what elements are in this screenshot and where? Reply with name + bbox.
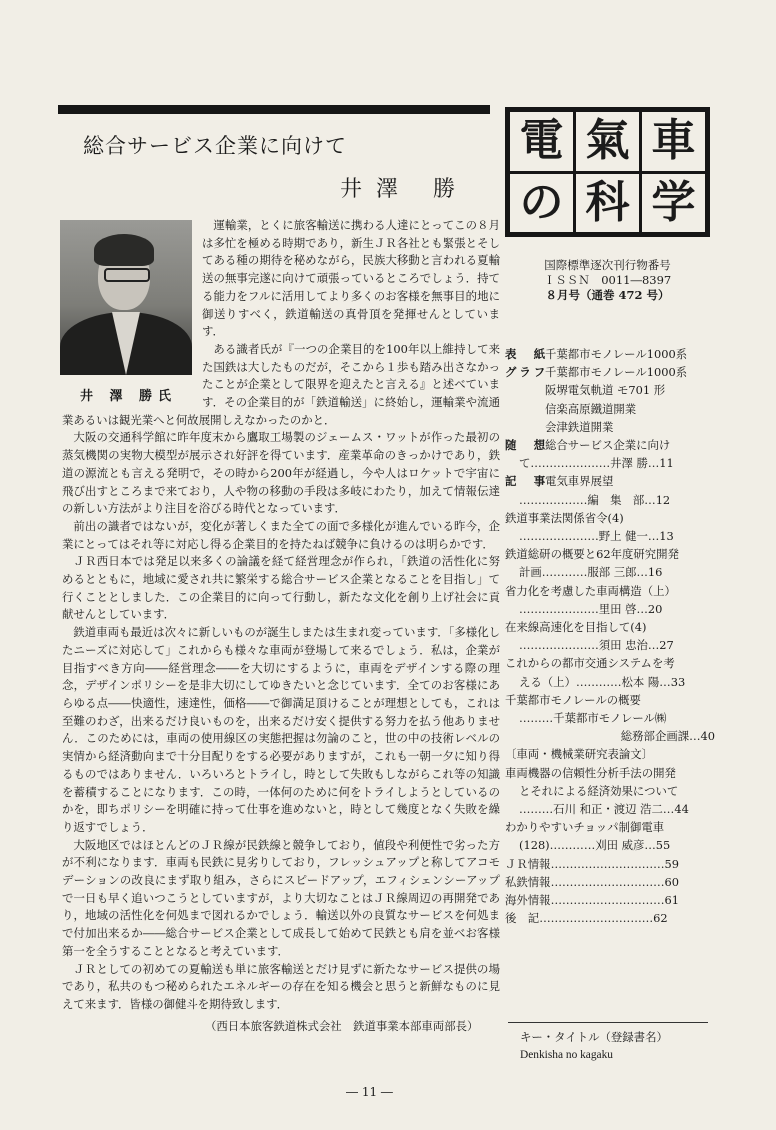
toc-item-title: 省力化を考慮した車両構造（上） bbox=[505, 583, 676, 598]
toc-item-title: (128) bbox=[519, 838, 550, 853]
toc-leader: …………………………61 bbox=[550, 893, 679, 908]
paragraph: ＪＲとしての初めての夏輸送も単に旅客輸送とだけ見ずに新たなサービス提供の場であり，私共のもつ秘められたエネルギーの存在を知る機会と思うと新鮮なものに見えて来ます．皆様の御健斗を期待致します． bbox=[62, 961, 500, 1011]
toc-title: 会津鉄道開業 bbox=[545, 419, 614, 434]
toc-leader: …………刈田 威彦…55 bbox=[549, 838, 671, 853]
toc-item-title: これからの都市交通システムを考 bbox=[505, 656, 675, 671]
toc-leader: …………………………62 bbox=[539, 911, 668, 926]
paragraph: ＪＲ西日本では発足以来多くの論議を経て経営理念が作られ，「鉄道の活性化に努めるとともに，地域に愛され共に繁栄する総合サービス企業となることを目指し」て行くこととしました．この企業目的に向って行動し，新たな文化を創り上げ社会に貢献せんとしています． bbox=[62, 554, 500, 622]
masthead-char: 車 bbox=[642, 112, 705, 171]
toc-category: 表 紙 bbox=[505, 347, 549, 361]
key-title-label: キー・タイトル（登録書名） bbox=[520, 1030, 668, 1044]
toc-leader: …………………里田 啓…20 bbox=[519, 601, 663, 616]
paragraph: ある識者氏が『一つの企業目的を100年以上維持して来た国鉄は大したものだが，そこから１歩も踏み出さなかったことが企業として限界を迎えたと言える』と述べています．その企業目的が「鉄道輸送」に終始し，運輸業や流通業あるいは観光業へと何故展開しえなかったのかと． bbox=[62, 341, 500, 427]
paragraph: 鉄道車両も最近は次々に新しいものが誕生しまたは生まれ変っています．「多様化したニーズに対応して」これからも様々な車両が登場して来るでしょう．私は，企業が目指すべき方向――経営理念――を大切にするように，車両をデザインする際の理念，デザインポリシーを是非大切にしてゆきたいと念じています．全てのお客様にあらゆる点――快適性，速達性，価格――で御満足頂けることが理想としても，これは至難のわざ，出来るだけ良いものを，出来るだけ安く提供する努力を払う他ありません．このためには，車両の使用線区の実態把握は勿論のこと，世の中の技術レベルの実情から経済動向まで十分目配りをする必要がありますが，これも一朝一夕に知り得るものではありません．いろいろとトライし，時として失敗もしながらこれ等の知識を蓄積することになります．この時，一体何のために何をトライしようとしているのかを，即ちポリシーを明確に持って仕事を進めないと，時として幾度となく失敗を繰り返すでしょう． bbox=[62, 625, 500, 834]
toc-title: 千葉都市モノレール1000系 bbox=[545, 347, 688, 361]
toc-essay bbox=[505, 436, 715, 454]
toc-cover bbox=[505, 345, 715, 363]
toc-item-title: わかりやすいチョッパ制御電車 bbox=[505, 820, 665, 835]
key-title-value: Denkisha no kagaku bbox=[520, 1049, 613, 1061]
toc-leader: える（上）…………松本 陽…33 bbox=[519, 674, 686, 689]
photo-caption: 井 澤 勝氏 bbox=[80, 389, 178, 404]
toc-leader: …………………………60 bbox=[550, 874, 679, 889]
author-affiliation: （西日本旅客鉄道株式会社 鉄道事業本部車両部長） bbox=[205, 1019, 479, 1033]
article-body bbox=[62, 217, 500, 1014]
toc-title: 電気車界展望 bbox=[545, 474, 614, 489]
toc-leader: て…………………井澤 勝…11 bbox=[519, 456, 674, 471]
toc-leader: …………………須田 忠治…27 bbox=[519, 638, 674, 653]
masthead-char: 電 bbox=[510, 112, 573, 171]
toc-gravure bbox=[505, 363, 715, 381]
toc-title: 阪堺電気軌道 モ701 形 bbox=[545, 383, 666, 398]
table-of-contents bbox=[505, 345, 715, 928]
toc-leader: ………石川 和正・渡辺 浩二…44 bbox=[519, 802, 689, 817]
toc-leader: ………………編 集 部…12 bbox=[519, 492, 671, 507]
paragraph: 大阪地区ではほとんどのＪＲ線が民鉄線と競争しており，値段や利便性で劣った方が不利になります．車両も民鉄に見劣りしており，フレッシュアップと称してアコモデーションの改良にまず取り組み，さらにスピードアップ，エフィシェンシーアップで一日も早く追いつこうとしていますが，より大切なことはＪＲ線周辺の再開発であり，地域の活性化を何処まで図れるかでしょう．輸送以外の良質なサービスを何処まで付加出来るか――総合サービス企業として成長して始めて民鉄とも肩を並べお客様第一を全うすることとなると考えています． bbox=[62, 837, 500, 958]
toc-leader: ………千葉都市モノレール㈱ bbox=[519, 711, 667, 726]
magazine-masthead bbox=[505, 107, 710, 237]
masthead-char: 学 bbox=[642, 174, 705, 233]
paragraph: 前出の識者ではないが，変化が著しくまた全ての面で多様化が進んでいる昨今，企業にとってはそれ等に対応し得る企業目的を持たねば競争に負けるのは明らかです． bbox=[62, 518, 500, 551]
toc-item-title: 鉄道事業法関係省令(4) bbox=[505, 510, 624, 525]
toc-category: 記 事 bbox=[505, 474, 549, 489]
masthead-char: 科 bbox=[576, 174, 639, 233]
toc-item-title: とそれによる経済効果について bbox=[519, 783, 679, 798]
toc-line bbox=[505, 400, 715, 418]
toc-item-title: 鉄道総研の概要と62年度研究開発 bbox=[505, 547, 679, 562]
toc-leader: 計画…………服部 三郎…16 bbox=[519, 565, 663, 580]
toc-line bbox=[505, 418, 715, 436]
author-name: 井澤 勝 bbox=[340, 177, 469, 202]
issn-label: 国際標準逐次刊行物番号 bbox=[544, 258, 671, 272]
paragraph: 運輸業，とくに旅客輸送に携わる人達にとってこの８月は多忙を極める時期であり，新生ＪＲ各社とも緊張とそしてある種の期待を秘めながら，民族大移動と言われる夏輸送の無事完遂に向けて頑張っているところでしょう．持てる能力をフルに活用してより多くのお客様を無事目的地に御送りすべく，鉄道輸送の真骨頂を発揮せんとしています． bbox=[202, 218, 500, 339]
toc-news bbox=[505, 909, 715, 927]
toc-item-title: 在来線高速化を目指して(4) bbox=[505, 620, 647, 635]
toc-line bbox=[505, 381, 715, 399]
page-number: ― 11 ― bbox=[346, 1085, 393, 1099]
toc-item-title: 車両機器の信頼性分析手法の開発 bbox=[505, 765, 676, 780]
toc-news bbox=[505, 873, 715, 891]
toc-category: 随 想 bbox=[505, 438, 549, 453]
toc-title: 総合サービス企業に向け bbox=[545, 438, 671, 453]
issue-number: ８月号（通巻 472 号） bbox=[545, 288, 670, 302]
masthead-char: の bbox=[510, 174, 573, 233]
paragraph: 大阪の交通科学館に昨年度末から鷹取工場製のジェームス・ワットが作った最初の蒸気機関の実物大模型が展示され好評を得ています．産業革命のきっかけであり，鉄道の源流とも言える発明で，その時から200年が経過し，今や人はロケットで宇宙に飛び出すところまで来ており，人や物の移動の手段は多岐にわたり，加えて情報伝達の新しい方法がより注目を浴びる時代となっています． bbox=[62, 430, 500, 516]
toc-title: 信楽高原鐵道開業 bbox=[545, 401, 637, 416]
toc-news bbox=[505, 891, 715, 909]
toc-article bbox=[505, 472, 715, 490]
issn-number: ＩＳＳＮ 0011―8397 bbox=[543, 273, 672, 287]
toc-item-title: 千葉都市モノレールの概要 bbox=[505, 692, 641, 707]
toc-news bbox=[505, 855, 715, 873]
toc-category: グラフ bbox=[505, 365, 549, 380]
toc-item-title: 私鉄情報 bbox=[505, 874, 551, 889]
article-title: 総合サービス企業に向けて bbox=[83, 134, 347, 158]
toc-item-title: 後 記 bbox=[505, 911, 540, 926]
toc-item bbox=[505, 836, 715, 854]
key-title-block bbox=[520, 1028, 700, 1064]
toc-title: 千葉都市モノレール1000系 bbox=[545, 365, 688, 380]
toc-leader: …………………………59 bbox=[550, 856, 679, 871]
divider bbox=[508, 1022, 708, 1023]
toc-item-title: ＪＲ情報 bbox=[505, 856, 551, 871]
header-rule bbox=[58, 105, 490, 114]
toc-item-title: 海外情報 bbox=[505, 893, 551, 908]
toc-section-label: 〔車両・機械業研究表論文〕 bbox=[505, 747, 654, 762]
issn-block bbox=[505, 258, 710, 303]
toc-leader: …………………野上 健一…13 bbox=[519, 529, 674, 544]
toc-leader: 総務部企画課…40 bbox=[620, 729, 715, 744]
masthead-char: 氣 bbox=[576, 112, 639, 171]
